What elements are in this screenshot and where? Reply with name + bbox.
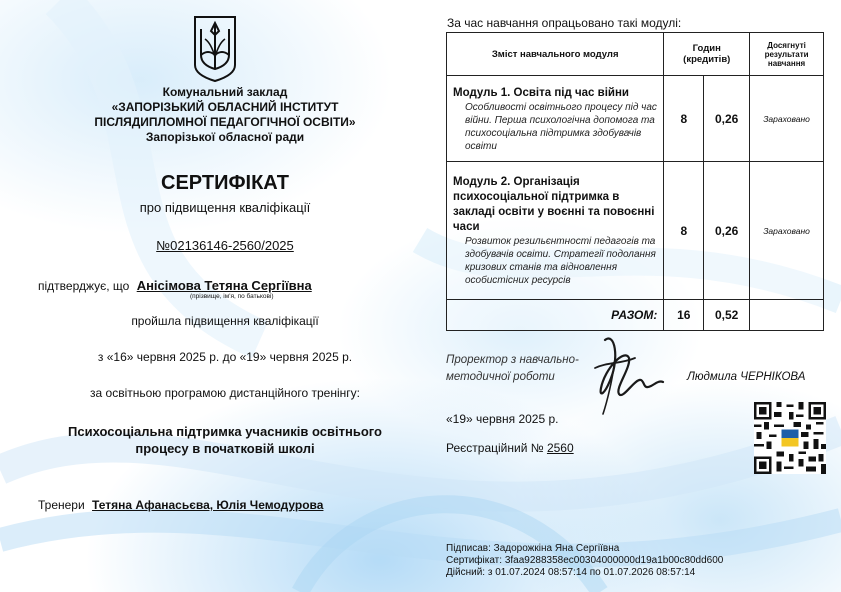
signatory-position xyxy=(446,352,579,386)
module-2-cell xyxy=(447,162,664,300)
trainers-names: Тетяна Афанасьєва, Юлія Чемодурова xyxy=(92,498,324,512)
training-dates: з «16» червня 2025 р. до «19» червня 2025 р. xyxy=(97,350,353,364)
table-total-row xyxy=(447,300,824,331)
org-line-4: Запорізької обласної ради xyxy=(145,130,305,144)
module-1-cell xyxy=(447,76,664,162)
holder-note: (прізвище, ім'я, по батькові) xyxy=(190,293,274,300)
signatory-position-line-2: методичної роботи xyxy=(446,371,555,383)
digital-valid: Дійсний: з 01.07.2024 08:57:14 по 01.07.2026 08:57:14 xyxy=(446,567,696,578)
confirms-row xyxy=(38,278,312,293)
signatory-name: Людмила ЧЕРНІКОВА xyxy=(687,371,806,383)
registration-row xyxy=(446,441,574,455)
registration-label: Реєстраційний № xyxy=(446,441,544,455)
trainers-label: Тренери xyxy=(38,498,85,512)
org-line-3: ПІСЛЯДИПЛОМНОЇ ПЕДАГОГІЧНОЇ ОСВІТИ» xyxy=(94,115,356,129)
total-credits: 0,52 xyxy=(704,300,750,331)
confirms-text: підтверджує, що xyxy=(38,279,130,293)
module-2-description: Розвиток резильєнтності педагогів та здобувачів освіти. Стратегії подолання кризових станів та відновлення особистісних ресурсів xyxy=(465,236,656,286)
module-1-hours: 8 xyxy=(664,76,704,162)
module-1-title: Модуль 1. Освіта під час війни xyxy=(453,86,629,99)
modules-table xyxy=(446,32,824,331)
trainers-row xyxy=(38,498,323,512)
module-2-title: Модуль 2. Організація психосоціальної підтримка в закладі освіти у воєнні та повоєнні часи xyxy=(453,176,655,233)
table-row xyxy=(447,76,824,162)
qr-code-icon xyxy=(754,402,826,474)
total-empty-cell xyxy=(750,300,824,331)
module-1-description: Особливості освітнього процесу під час війни. Перша психологічна допомога та психосоціальна підтримка здобувачів освіти xyxy=(465,101,657,152)
holder-name: Анісімова Тетяна Сергіївна xyxy=(136,278,312,293)
header-hours-line-2: (кредитів) xyxy=(683,54,731,65)
table-row xyxy=(447,162,824,300)
total-hours: 16 xyxy=(664,300,704,331)
table-header-row xyxy=(447,33,824,76)
header-content: Зміст навчального модуля xyxy=(447,33,664,76)
certificate-number-row xyxy=(60,238,390,253)
program-label: за освітньою програмою дистанційного тренінгу: xyxy=(90,386,360,400)
modules-intro: За час навчання опрацьовано такі модулі: xyxy=(447,16,682,30)
module-2-hours: 8 xyxy=(664,162,704,300)
header-hours-line-1: Годин xyxy=(692,43,721,54)
header-results-line-3: навчання xyxy=(767,58,806,68)
org-line-1: Комунальний заклад xyxy=(162,85,288,99)
certificate-title: СЕРТИФІКАТ xyxy=(161,172,289,194)
signatory-position-line-1: Проректор з навчально- xyxy=(446,354,579,366)
header-results-line-2: результати xyxy=(764,49,809,59)
header-results xyxy=(750,33,824,76)
handwritten-signature xyxy=(585,328,665,418)
program-name xyxy=(40,423,410,457)
trident-emblem-icon xyxy=(191,13,239,83)
module-2-credits: 0,26 xyxy=(704,162,750,300)
total-label: РАЗОМ: xyxy=(447,300,664,331)
program-name-line-2: процесу в початковій школі xyxy=(135,441,315,456)
organization-name xyxy=(60,85,390,145)
module-2-result: Зараховано xyxy=(750,162,824,300)
org-line-2: «ЗАПОРІЗЬКИЙ ОБЛАСНИЙ ІНСТИТУТ xyxy=(111,100,339,114)
header-hours xyxy=(664,33,750,76)
digital-certificate: Сертифікат: 3faa9288358ec00304000000d19a1b00c80dd600 xyxy=(446,555,724,566)
digital-signature-block xyxy=(446,543,723,579)
certificate-number: №02136146-2560/2025 xyxy=(156,238,294,253)
passed-text: пройшла підвищення кваліфікації xyxy=(131,314,319,328)
module-1-result: Зараховано xyxy=(750,76,824,162)
registration-number: 2560 xyxy=(546,441,574,455)
digital-signed-by: Підписав: Задорожкіна Яна Сергіївна xyxy=(446,543,620,554)
module-1-credits: 0,26 xyxy=(704,76,750,162)
header-results-line-1: Досягнуті xyxy=(767,40,806,50)
program-name-line-1: Психосоціальна підтримка учасників освітнього xyxy=(68,424,382,439)
certificate-subtitle: про підвищення кваліфікації xyxy=(139,200,311,215)
issue-date: «19» червня 2025 р. xyxy=(446,412,559,426)
